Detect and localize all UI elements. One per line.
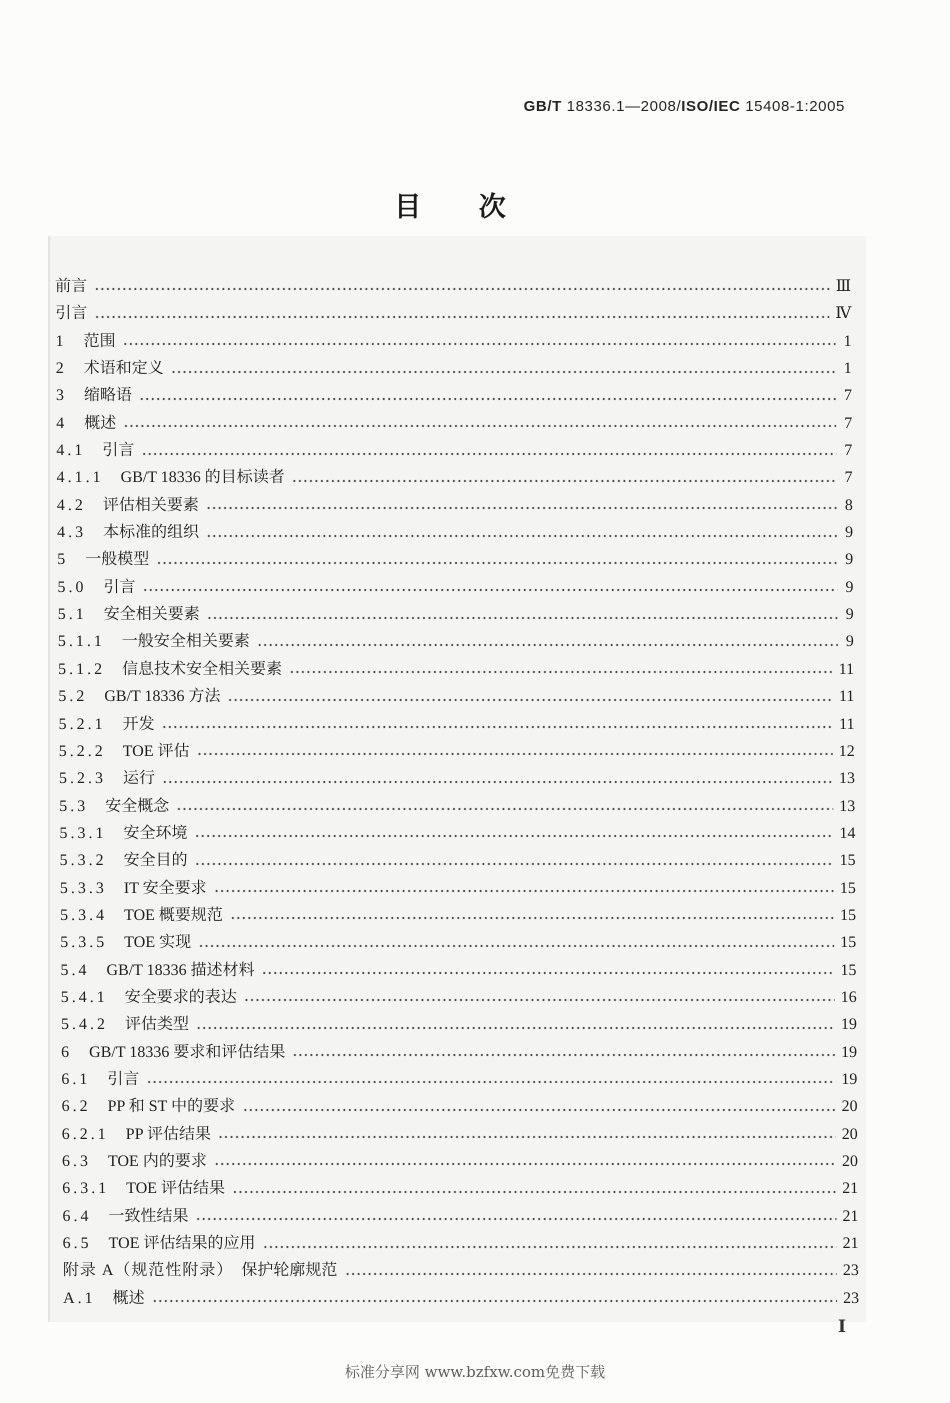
toc-entry-title: 开发 [122,715,155,733]
toc-entry-title: TOE 内的要求 [107,1153,207,1170]
toc-entry-page: 1 [843,332,852,350]
toc-entry-title: 一般安全相关要素 [121,633,250,651]
toc-entry-page: 19 [840,1016,857,1034]
toc-leader-dots [139,382,836,409]
toc-entry-title: PP 和 ST 中的要求 [107,1098,236,1116]
toc-entry-page: 13 [839,797,856,815]
toc-entry-number: 5.3.4 [59,906,108,924]
toc-entry-title: 引言 [102,442,135,460]
toc-entry-page: 20 [841,1153,859,1170]
toc-entry-number: 1 [55,332,67,350]
toc-entry-title: 一般模型 [85,551,150,569]
toc-leader-dots [195,847,834,874]
toc-entry-title: 引言 [103,578,136,596]
toc-entry-title: 范围 [83,332,116,350]
toc-leader-dots [244,984,835,1011]
toc-entry [55,328,851,355]
toc-entry-number: 5.3.1 [59,824,107,842]
toc-entry-title: GB/T 18336 的目标读者 [120,469,285,487]
toc-entry-title: 安全要求的表达 [124,988,237,1006]
toc-entry-title: 评估类型 [124,1016,189,1034]
toc-entry-page: 23 [842,1262,859,1280]
toc-entry-number: 2 [55,360,67,378]
toc-entry-number: 5.2.3 [58,770,107,788]
toc-leader-dots [257,628,838,655]
toc-entry-title: GB/T 18336 描述材料 [106,961,255,979]
toc-entry-title: 信息技术安全相关要素 [122,660,283,678]
toc-leader-dots [230,902,834,929]
toc-entry-title: IT 安全要求 [123,879,207,897]
toc-entry-number: 6.1 [61,1070,91,1088]
toc-entry [57,464,853,491]
toc-entry-title: TOE 实现 [124,934,192,952]
toc-entry [58,601,854,628]
toc-entry-page: 11 [839,715,855,733]
iso-number: 15408-1:2005 [740,98,845,115]
toc-leader-dots [232,1175,836,1202]
toc-entry-page: 7 [843,387,853,405]
toc-entry [56,355,852,382]
toc-entry-title: 评估相关要素 [102,496,199,514]
toc-entry-page: 9 [845,551,854,569]
toc-entry-number: 4.1.1 [56,469,104,487]
toc-entry [61,1039,857,1066]
iso-code: ISO/IEC [681,98,741,115]
toc-entry [57,492,853,519]
toc-entry [57,574,853,601]
toc-entry [61,1011,857,1038]
toc-leader-dots [123,410,836,437]
toc-leader-dots [262,957,835,984]
toc-entry [62,1175,858,1202]
toc-leader-dots [162,765,833,792]
toc-entry-page: 14 [839,824,856,842]
page-title: 目 次 [394,192,506,223]
toc-entry [60,929,856,956]
toc-entry-number: 5.3 [59,797,89,815]
toc-entry-number: 3 [55,387,68,405]
toc-entry-title: GB/T 18336 要求和评估结果 [89,1043,286,1061]
toc-entry-title: 术语和定义 [83,360,164,378]
toc-entry-page: 19 [841,1043,858,1061]
toc-entry [56,382,852,409]
toc-entry-title: TOE 评估结果 [126,1180,226,1198]
toc-entry-title: 运行 [122,770,156,788]
toc-entry-title: 引言 [107,1070,140,1088]
toc-entry-page: 13 [838,770,856,788]
toc-entry-title: 缩略语 [83,387,133,405]
toc-entry-number: 5.4.1 [60,988,108,1006]
standard-number-header [524,98,845,115]
page-number: Ⅰ [838,1317,846,1336]
toc-entry-title: TOE 评估结果的应用 [108,1235,256,1253]
toc-entry [61,984,857,1011]
toc-entry-number: 5.3.5 [60,934,108,952]
toc-entry [60,957,856,984]
standard-code: GB/T [523,98,562,115]
toc-entry-title: 安全概念 [105,797,170,815]
toc-entry-page: 9 [845,633,854,651]
toc-entry-title: 一致性结果 [108,1207,189,1225]
toc-entry-page: 7 [844,442,853,460]
toc-entry-title: 安全相关要素 [103,606,200,624]
toc-entry-title: 前言 [55,278,88,295]
toc-entry-page: 23 [842,1289,860,1307]
standard-number: 18336.1—2008/ [561,98,682,115]
toc-entry [56,437,852,464]
toc-entry-number: 5.3.2 [59,852,107,870]
toc-entry-number: 5.2 [58,688,88,706]
toc-entry-number: 6 [61,1043,73,1061]
toc-entry-page: 9 [845,578,854,596]
toc-entry [63,1257,859,1284]
toc-entry-page: 7 [844,469,853,487]
toc-entry [58,711,854,738]
toc-leader-dots [206,492,837,519]
toc-leader-dots [206,519,837,546]
toc-entry-number: 5.1.2 [58,660,106,678]
toc-entry [57,519,853,546]
toc-leader-dots [196,1011,835,1038]
toc-entry-page: 11 [838,688,855,706]
toc-entry-title: TOE 评估 [122,742,190,760]
toc-leader-dots [262,1230,836,1257]
toc-entry-page: Ⅲ [835,278,852,295]
toc-entry-page: 15 [840,961,857,979]
toc-entry-page: 21 [842,1207,859,1225]
toc-entry-page: 11 [838,660,855,678]
toc-leader-dots [198,929,834,956]
toc-leader-dots [292,1039,835,1066]
toc-entry-title: 引言 [55,305,88,323]
toc-entry-title: PP 评估结果 [125,1125,212,1143]
toc-entry-page: 15 [839,879,856,897]
toc-entry [63,1285,859,1312]
toc-leader-dots [142,574,837,601]
toc-entry [58,628,854,655]
watermark-footer: 标准分享网 www.bzfxw.com免费下载 [344,1363,606,1381]
toc-entry-number: 6.5 [62,1235,92,1253]
toc-entry [59,765,855,792]
toc-entry-title: 概述 [84,414,117,432]
toc-entry [58,656,854,683]
toc-leader-dots [196,738,832,765]
toc-entry-number: 5.1.1 [57,633,105,651]
toc-leader-dots [171,355,836,382]
toc-entry-page: 9 [844,524,854,542]
toc-entry [61,1066,857,1093]
toc-entry-title: 概述 [112,1289,145,1307]
toc-entry-number: 4 [56,414,68,432]
toc-entry-title: TOE 概要规范 [123,906,223,924]
toc-leader-dots [156,546,837,573]
toc-entry [59,820,855,847]
toc-entry [60,902,856,929]
toc-leader-dots [94,273,830,300]
toc-entry-number: 6.3.1 [62,1180,110,1198]
toc-entry-page: 20 [841,1125,858,1143]
toc-entry-title: 安全环境 [123,824,188,842]
toc-entry-page: 15 [839,906,857,924]
toc-entry-page: 15 [840,934,857,952]
toc-entry [62,1121,858,1148]
toc-entry-number: 5.0 [57,578,87,596]
toc-entry [62,1148,858,1175]
toc-entry-number: A.1 [62,1289,96,1307]
toc-entry [55,300,851,327]
toc-leader-dots [214,875,834,902]
toc-entry-page: Ⅳ [835,305,852,323]
toc-leader-dots [195,1203,836,1230]
toc-entry-number: 5.1 [57,606,87,624]
toc-entry-number: 6.2 [61,1098,91,1116]
toc-leader-dots [292,464,837,491]
toc-leader-dots [122,328,835,355]
toc-leader-dots [218,1121,836,1148]
toc-leader-dots [194,820,833,847]
toc-entry [60,875,856,902]
toc-entry-page: 21 [842,1180,859,1198]
toc-entry-page: 8 [844,496,853,514]
toc-entry-number: 4.3 [56,524,87,542]
toc-entry-number: 6.2.1 [61,1125,109,1143]
toc-leader-dots [214,1148,836,1175]
toc-leader-dots [242,1093,836,1120]
toc-entry [62,1203,858,1230]
toc-entry-number: 5.4.2 [60,1016,108,1034]
toc-leader-dots [176,793,833,820]
toc-entry-number: 6.3 [61,1153,92,1170]
toc-entry-number: 5.4 [60,961,90,979]
toc-entry-page: 15 [839,852,856,870]
toc-entry-page: 20 [841,1098,858,1116]
toc-entry-number: 5.3.3 [59,879,107,897]
toc-entry-title: 安全目的 [123,852,188,870]
toc-entry [57,546,853,573]
toc-leader-dots [289,656,833,683]
toc-entry-page: 16 [840,988,857,1006]
toc-leader-dots [141,437,836,464]
toc-entry [55,273,851,300]
toc-entry-page: 19 [841,1070,858,1088]
toc-entry [59,738,855,765]
toc-entry [61,1093,857,1120]
toc-leader-dots [152,1285,838,1312]
toc-entry-page: 1 [843,360,852,378]
toc-entry-page: 9 [845,606,854,624]
toc-entry [58,683,854,710]
toc-leader-dots [161,711,833,738]
toc-entry-page: 7 [844,414,853,432]
toc-entry [63,1230,859,1257]
toc-leader-dots [207,601,838,628]
toc-entry-number: 4.2 [56,496,86,514]
toc-entry-page: 12 [838,742,855,760]
toc-list [55,273,859,1312]
toc-leader-dots [227,683,833,710]
toc-leader-dots [146,1066,835,1093]
toc-entry [59,793,855,820]
toc-entry [60,847,856,874]
toc-leader-dots [344,1257,837,1284]
toc-entry-number: 4.1 [56,442,86,460]
toc-entry-number: 5 [57,551,69,569]
toc-entry-title: 保护轮廓规范 [241,1262,338,1280]
toc-entry-title: GB/T 18336 方法 [104,688,221,706]
toc-entry-title: 本标准的组织 [102,524,200,542]
toc-leader-dots [94,300,829,327]
toc-entry-number: 6.4 [62,1207,92,1225]
toc-entry-number: 5.2.1 [58,715,106,733]
toc-entry-number: 5.2.2 [58,742,106,760]
toc-entry [56,410,852,437]
toc-entry-page: 21 [842,1235,859,1253]
toc-entry-number: 附录 A（规范性附录） [62,1262,234,1280]
